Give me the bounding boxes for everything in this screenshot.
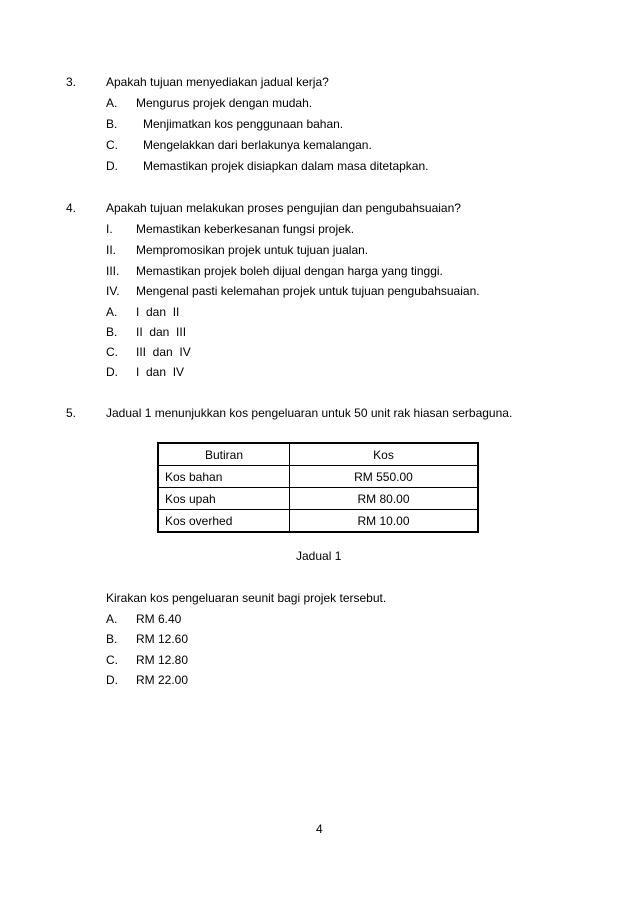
table-cell-cost: RM 80.00 [290, 488, 479, 510]
question-3-text: Apakah tujuan menyediakan jadual kerja? [106, 75, 329, 89]
q4-option-letter-b: B. [106, 325, 118, 339]
q5-option-letter-a: A. [106, 612, 118, 626]
question-3-number: 3. [66, 75, 77, 89]
table-row [158, 466, 478, 488]
q3-option-text-c: Mengelakkan dari berlakunya kemalangan. [143, 138, 372, 152]
question-4-text: Apakah tujuan melakukan proses pengujian dan pengubahsuaian? [106, 201, 461, 215]
question-5-text: Jadual 1 menunjukkan kos pengeluaran untuk 50 unit rak hiasan serbaguna. [106, 406, 513, 420]
table-row [158, 488, 478, 510]
q4-statement-roman-1: I. [106, 222, 113, 236]
q4-option-text-c: III dan IV [136, 345, 191, 359]
q3-option-text-a: Mengurus projek dengan mudah. [136, 96, 313, 110]
q3-option-letter-c: C. [106, 138, 118, 152]
question-4-number: 4. [66, 201, 77, 215]
q5-option-text-a: RM 6.40 [136, 612, 182, 626]
table-header-butiran: Butiran [158, 443, 290, 466]
q4-statement-text-1: Memastikan keberkesanan fungsi projek. [136, 222, 355, 236]
q4-option-text-a: I dan II [136, 305, 180, 319]
q5-option-letter-b: B. [106, 632, 118, 646]
q4-option-letter-d: D. [106, 365, 118, 379]
question-5-prompt: Kirakan kos pengeluaran seunit bagi projek tersebut. [106, 591, 387, 605]
table-cell-cost: RM 550.00 [290, 466, 479, 488]
q3-option-letter-b: B. [106, 117, 118, 131]
q5-option-letter-c: C. [106, 653, 118, 667]
table-row [158, 510, 478, 533]
q4-statement-text-4: Mengenal pasti kelemahan projek untuk tujuan pengubahsuaian. [136, 284, 480, 298]
table-header-kos: Kos [290, 443, 479, 466]
q4-statement-roman-4: IV. [106, 284, 120, 298]
q5-option-text-c: RM 12.80 [136, 653, 189, 667]
q5-option-text-d: RM 22.00 [136, 673, 189, 687]
table-caption: Jadual 1 [296, 549, 342, 563]
q4-option-text-b: II dan III [136, 325, 187, 339]
q3-option-letter-d: D. [106, 159, 118, 173]
q4-option-text-d: I dan IV [136, 365, 185, 379]
table-cell-item: Kos upah [158, 488, 290, 510]
table-cell-item: Kos overhed [158, 510, 290, 533]
q5-option-text-b: RM 12.60 [136, 632, 189, 646]
q3-option-text-d: Memastikan projek disiapkan dalam masa ditetapkan. [143, 159, 429, 173]
table-header-row [158, 443, 478, 466]
q5-option-letter-d: D. [106, 673, 118, 687]
q3-option-letter-a: A. [106, 96, 118, 110]
cost-table [157, 442, 479, 533]
page-number: 4 [316, 822, 323, 836]
table-cell-cost: RM 10.00 [290, 510, 479, 533]
table-cell-item: Kos bahan [158, 466, 290, 488]
q4-statement-roman-2: II. [106, 243, 117, 257]
q4-statement-text-2: Mempromosikan projek untuk tujuan jualan. [136, 243, 369, 257]
q3-option-text-b: Menjimatkan kos penggunaan bahan. [143, 117, 344, 131]
q4-option-letter-c: C. [106, 345, 118, 359]
q4-statement-roman-3: III. [106, 264, 120, 278]
q4-statement-text-3: Memastikan projek boleh dijual dengan harga yang tinggi. [136, 264, 443, 278]
q4-option-letter-a: A. [106, 305, 118, 319]
question-5-number: 5. [66, 406, 77, 420]
